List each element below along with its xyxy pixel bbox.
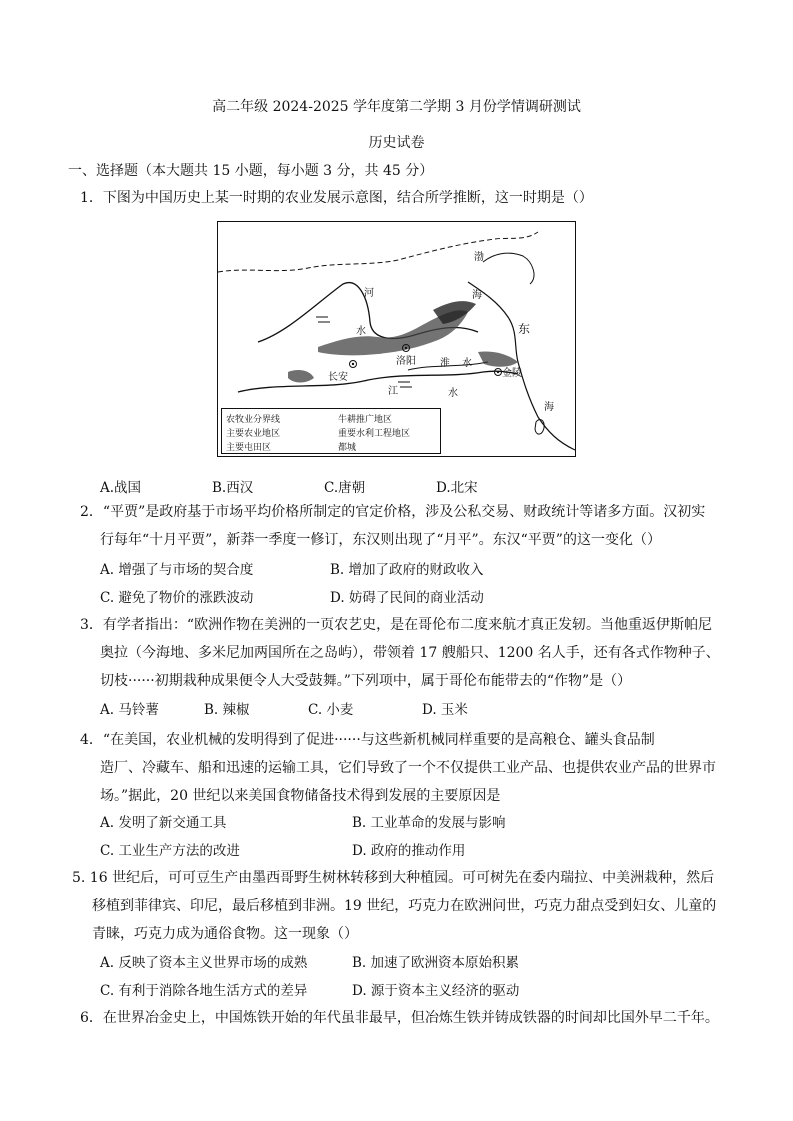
map-label-shui-1: 水 — [356, 326, 366, 337]
q5-line-2: 移植到菲律宾、印尼，最后移植到非洲。19 世纪，巧克力在欧洲问世，巧克力甜点受到妇女、儿童的 — [92, 898, 717, 914]
q1-option-d[interactable]: D.北宋 — [436, 480, 478, 496]
map-label-jinling: 金陵 — [502, 368, 522, 379]
q2-line-1: 2．“平贾”是政府基于市场平均价格所制定的官定价格，涉及公私交易、财政统计等诸多方面。汉初实 — [80, 504, 706, 520]
q4-option-b[interactable]: B. 工业革命的发展与影响 — [352, 815, 506, 831]
q3-option-d[interactable]: D. 玉米 — [422, 702, 468, 718]
exam-subject: 历史试卷 — [368, 135, 425, 151]
map-label-he: 河 — [364, 288, 374, 299]
map-label-hai: 海 — [472, 290, 482, 301]
q3-line-2: 奥拉（今海地、多米尼加两国所在之岛屿），带领着 17 艘船只、1200 名人手，还有各式作物种子、 — [100, 645, 720, 661]
q2-option-c[interactable]: C. 避免了物价的涨跌波动 — [100, 590, 254, 606]
map-legend — [221, 408, 441, 454]
q3-option-c[interactable]: C. 小麦 — [308, 702, 354, 718]
q1-option-c[interactable]: C.唐朝 — [324, 480, 366, 496]
map-label-hai-2: 海 — [544, 402, 554, 413]
legend-tuntian: 主要屯田区 — [226, 443, 272, 453]
legend-ox: 牛耕推广地区 — [338, 415, 393, 425]
question-4 — [80, 726, 725, 810]
q2-option-d[interactable]: D. 妨碍了民间的商业活动 — [330, 590, 484, 606]
q5-line-3: 青睐，巧克力成为通俗食物。这一现象（） — [92, 926, 358, 942]
q5-option-d[interactable]: D. 源于资本主义经济的驱动 — [352, 983, 520, 999]
q6-line-1: 6．在世界冶金史上，中国炼铁开始的年代虽非最早，但冶炼生铁并铸成铁器的时间却比国外早二千年。 — [80, 1010, 719, 1026]
q5-option-b[interactable]: B. 加速了欧洲资本原始积累 — [352, 955, 520, 971]
map-label-shui-3: 水 — [448, 388, 458, 399]
q4-option-d[interactable]: D. 政府的推动作用 — [352, 843, 466, 859]
q4-option-a[interactable]: A. 发明了新交通工具 — [100, 815, 227, 831]
question-5 — [72, 864, 727, 948]
q3-option-b[interactable]: B. 辣椒 — [204, 702, 250, 718]
map-label-shui-2: 水 — [462, 358, 472, 369]
q4-line-2: 造厂、冷藏车、船和迅速的运输工具，它们导致了一个不仅提供工业产品、也提供农业产品的世界市 — [100, 760, 716, 776]
section-heading: 一、选择题（本大题共 15 小题，每小题 3 分，共 45 分） — [68, 163, 434, 179]
q3-line-3: 切枝······初期栽种成果便令人大受鼓舞。”下列项中，属于哥伦布能带去的“作物”是（） — [100, 673, 632, 689]
exam-title: 高二年级 2024-2025 学年度第二学期 3 月份学情调研测试 — [212, 99, 581, 115]
q5-option-a[interactable]: A. 反映了资本主义世界市场的成熟 — [100, 955, 308, 971]
q2-option-b[interactable]: B. 增加了政府的财政收入 — [330, 562, 484, 578]
map-label-dong: 东 — [518, 322, 531, 336]
question-6 — [80, 1004, 725, 1032]
q1-option-a[interactable]: A.战国 — [100, 480, 142, 496]
map-label-luoyang: 洛阳 — [396, 356, 416, 367]
q5-line-1: 5. 16 世纪后，可可豆生产由墨西哥野生树林转移到大种植园。可可树先在委内瑞拉、中美洲栽种，然后 — [72, 870, 715, 886]
q5-option-c[interactable]: C. 有利于消除各地生活方式的差异 — [100, 983, 308, 999]
q1-option-b[interactable]: B.西汉 — [212, 480, 254, 496]
q3-option-a[interactable]: A. 马铃薯 — [100, 702, 159, 718]
legend-water: 重要水利工程地区 — [338, 429, 411, 439]
map-label-changan: 长安 — [328, 372, 348, 383]
map-label-jiang: 江 — [388, 386, 398, 397]
legend-main-agri: 主要农业地区 — [226, 429, 281, 439]
legend-boundary: 农牧业分界线 — [226, 415, 281, 425]
legend-capital: 都城 — [338, 443, 357, 453]
q3-line-1: 3．有学者指出：“欧洲作物在美洲的一页农艺史，是在哥伦布二度来航才真正发轫。当他重返伊斯帕尼 — [80, 617, 713, 633]
map-label-bo: 渤 — [474, 252, 484, 263]
q4-line-3: 场。”据此，20 世纪以来美国食物储备技术得到发展的主要原因是 — [100, 788, 501, 804]
q4-option-c[interactable]: C. 工业生产方法的改进 — [100, 843, 240, 859]
q2-line-2: 行每年“十月平贾”，新莽一季度一修订，东汉则出现了“月平”。东汉“平贾”的这一变化（） — [100, 532, 661, 548]
agriculture-map — [217, 221, 576, 457]
question-1-stem: 1．下图为中国历史上某一时期的农业发展示意图，结合所学推断，这一时期是（） — [80, 190, 593, 206]
question-2 — [80, 498, 725, 554]
q2-option-a[interactable]: A. 增强了与市场的契合度 — [100, 562, 254, 578]
question-1 — [80, 184, 725, 212]
map-label-huai: 淮 — [440, 358, 450, 369]
q4-line-1: 4．“在美国，农业机械的发明得到了促进······与这些新机械同样重要的是高粮仓、罐头食品制 — [80, 732, 655, 748]
question-3 — [80, 611, 725, 695]
